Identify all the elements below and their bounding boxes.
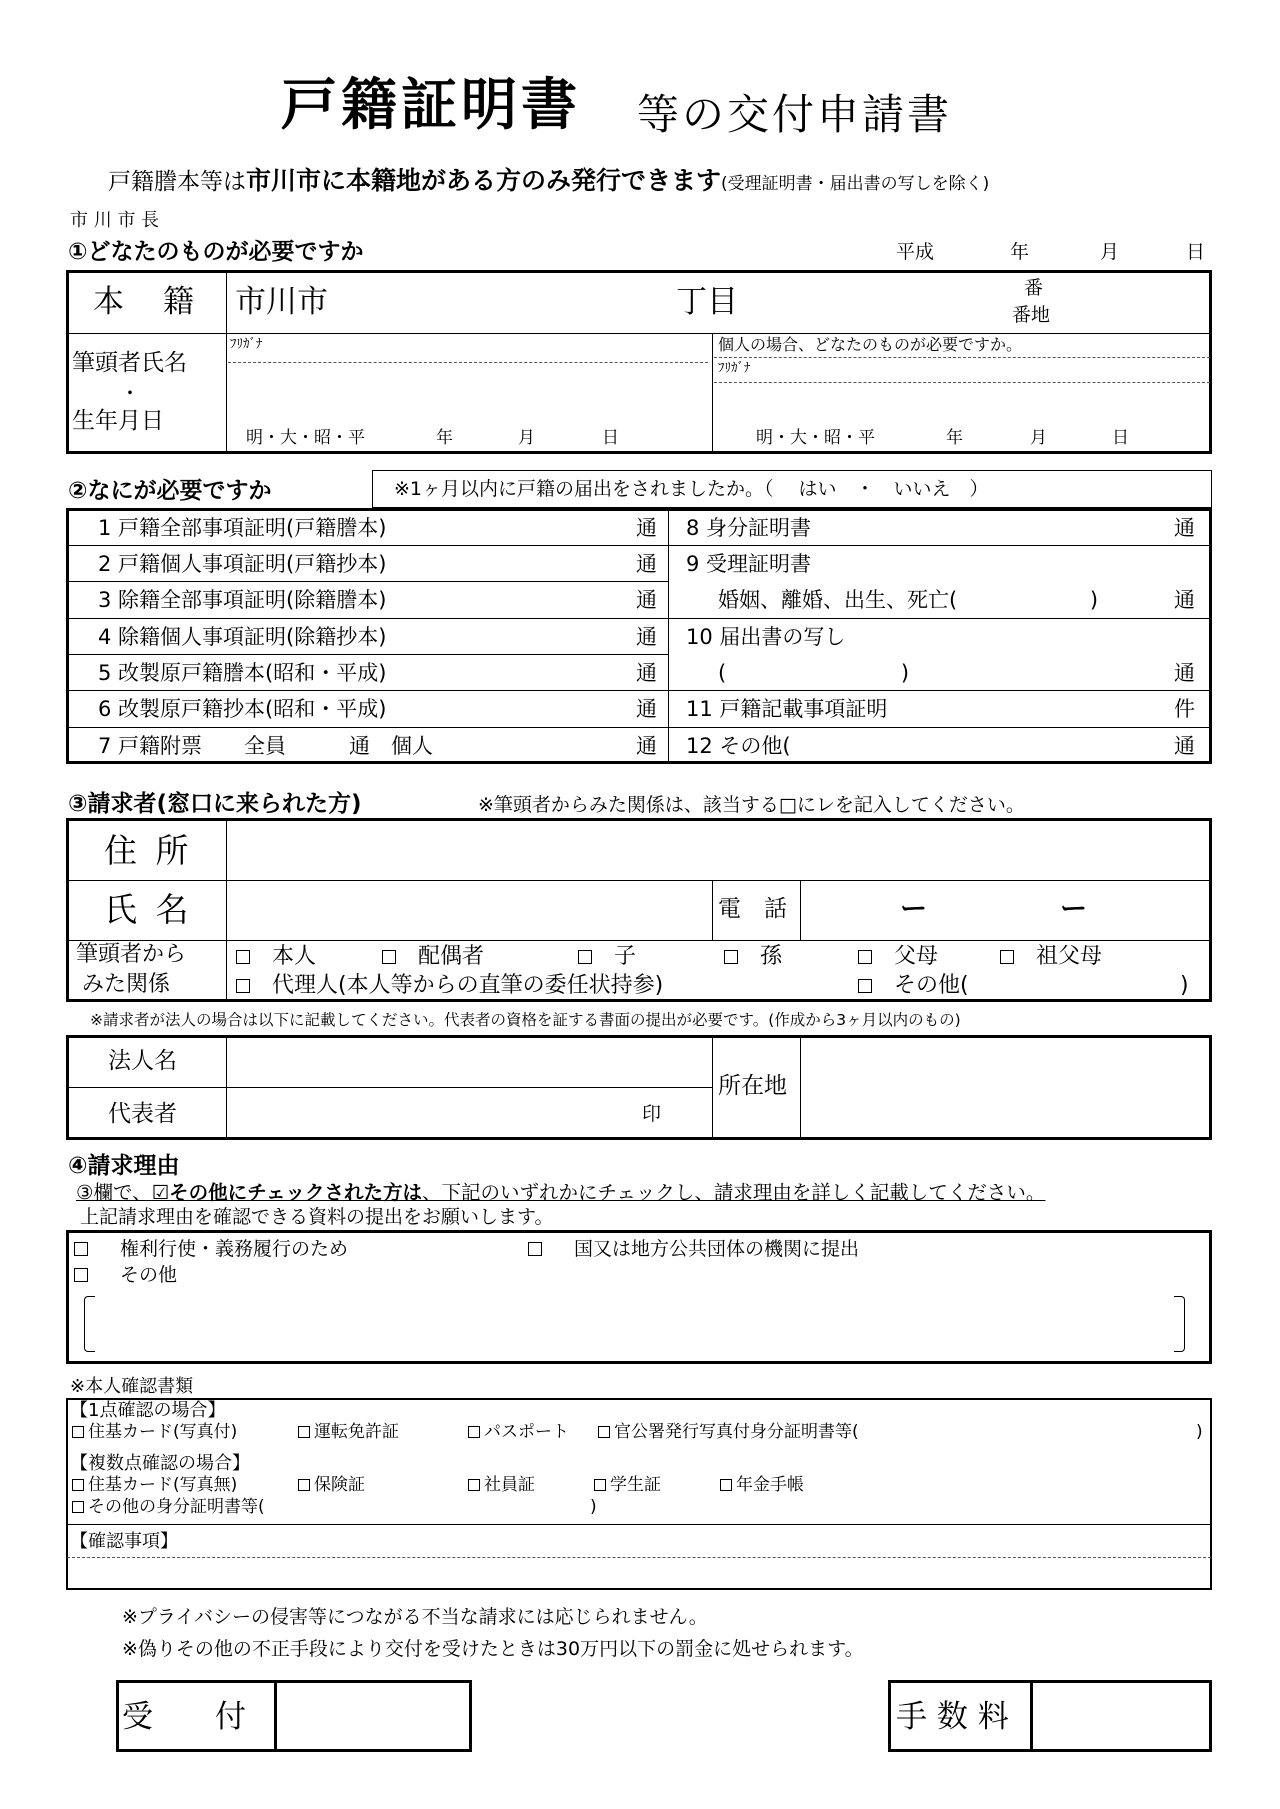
corp-name-input[interactable] (230, 1039, 708, 1085)
individual-year: 年 (946, 428, 963, 448)
relation-grandparents[interactable]: 祖父母 (1000, 946, 1102, 968)
item-11-unit: 件 (1174, 697, 1195, 721)
item-9-detail: 婚姻、離婚、出生、死亡( ) (718, 588, 1099, 612)
relation-other[interactable]: その他( (858, 975, 969, 997)
date-day: 日 (1186, 241, 1206, 263)
reception-label: 受 付 (122, 1699, 246, 1735)
checkbox[interactable] (236, 979, 250, 993)
section1-heading: ①どなたのものが必要ですか (68, 239, 364, 265)
id-juki-photo[interactable]: 住基カード(写真付) (72, 1424, 237, 1441)
id-student[interactable]: 学生証 (594, 1477, 661, 1494)
section3-heading: ③請求者(窓口に来られた方) (68, 791, 362, 817)
scope-notice-bold: 市川市に本籍地がある方のみ発行できます (246, 166, 722, 195)
item-4-unit: 通 (636, 625, 657, 649)
id-employee[interactable]: 社員証 (468, 1477, 535, 1494)
id-heading: ※本人確認書類 (70, 1376, 194, 1397)
birth-day: 日 (602, 428, 619, 448)
confirm-heading: 【確認事項】 (70, 1531, 178, 1552)
section4-instruction: ③欄で、☑その他にチェックされた方は、下記のいずれかにチェックし、請求理由を詳しく記載してください。 (76, 1181, 1046, 1204)
address-label: 住 所 (104, 831, 193, 870)
location-input[interactable] (804, 1039, 1208, 1137)
birth-label: 生年月日 (72, 408, 164, 434)
individual-month: 月 (1030, 428, 1047, 448)
checkbox[interactable] (382, 950, 396, 964)
honseki-input[interactable] (350, 274, 670, 330)
relation-label-2: みた関係 (82, 972, 171, 997)
section4-instruction-2: 上記請求理由を確認できる資料の提出をお願いします。 (80, 1206, 554, 1228)
form-title-main: 戸籍証明書 (281, 73, 581, 138)
birth-month: 月 (518, 428, 535, 448)
item-9: 9 受理証明書 (686, 552, 812, 576)
id-pension[interactable]: 年金手帳 (720, 1477, 804, 1494)
item-5-unit: 通 (636, 661, 657, 685)
corp-notice: ※請求者が法人の場合は以下に記載してください。代表者の資格を証する書面の提出が必要です。(作成から3ヶ月以内のもの) (90, 1011, 961, 1029)
address-input[interactable] (230, 822, 1208, 878)
item-3-unit: 通 (636, 588, 657, 612)
form-title-sub: 等の交付申請書 (637, 90, 953, 139)
item-4: 4 除籍個人事項証明(除籍抄本) (98, 625, 387, 649)
checkbox[interactable] (858, 979, 872, 993)
section4-heading: ④請求理由 (68, 1153, 180, 1179)
item-10: 10 届出書の写し (686, 625, 846, 649)
phone-input[interactable] (804, 884, 1208, 938)
honseki-chome: 丁目 (676, 284, 738, 320)
footer-note-2: ※偽りその他の不正手段により交付を受けたときは30万円以下の罰金に処せられます。 (122, 1638, 864, 1660)
hittosha-name-input[interactable] (230, 365, 706, 415)
reason-bracket-right (1174, 1296, 1185, 1352)
item-12-unit: 通 (1174, 734, 1195, 758)
fee-amount-area (1036, 1684, 1208, 1748)
relation-parents[interactable]: 父母 (858, 946, 938, 968)
checkbox[interactable] (1000, 950, 1014, 964)
item-3: 3 除籍全部事項証明(除籍謄本) (98, 588, 387, 612)
phone-dash-2: ー (1060, 894, 1087, 925)
reason-other[interactable]: その他 (74, 1266, 177, 1285)
item-8: 8 身分証明書 (686, 516, 812, 540)
reason-bracket-left (84, 1296, 95, 1352)
checkbox[interactable] (236, 950, 250, 964)
id-other-close: ) (590, 1497, 597, 1517)
relation-honnin[interactable]: 本人 (236, 946, 316, 968)
checkbox[interactable] (468, 1479, 480, 1491)
birth-eras: 明・大・昭・平 (246, 428, 365, 448)
id-single-heading: 【1点確認の場合】 (70, 1400, 226, 1421)
reason-government[interactable]: 国又は地方公共団体の機関に提出 (528, 1240, 859, 1259)
item-6-unit: 通 (636, 697, 657, 721)
footer-note-1: ※プライバシーの侵害等につながる不当な請求には応じられません。 (122, 1606, 708, 1628)
scope-notice-prefix: 戸籍謄本等は (108, 169, 246, 195)
id-official[interactable]: 官公署発行写真付身分証明書等( (598, 1424, 859, 1441)
id-other[interactable]: その他の身分証明書等( (72, 1499, 265, 1516)
checkbox[interactable] (74, 1268, 88, 1282)
phone-dash-1: ー (900, 894, 927, 925)
checkbox[interactable] (468, 1426, 480, 1438)
section2-notice: ※1ヶ月以内に戸籍の届出をされましたか。（ はい ・ いいえ ） (394, 478, 989, 500)
item-1-unit: 通 (636, 516, 657, 540)
date-year: 年 (1010, 241, 1030, 263)
relation-agent[interactable]: 代理人(本人等からの直筆の委任状持参) (236, 975, 663, 997)
honseki-ban: 番 (1024, 277, 1044, 299)
corp-name-label: 法人名 (108, 1048, 177, 1074)
relation-label-1: 筆頭者から (76, 942, 187, 967)
checkbox[interactable] (858, 950, 872, 964)
item-10-detail: ( ) (718, 661, 910, 685)
addressee: 市 川 市 長 (70, 210, 160, 231)
checkbox[interactable] (298, 1479, 310, 1491)
reason-rights[interactable]: 権利行使・義務履行のため (74, 1240, 348, 1259)
phone-label: 電 話 (718, 896, 787, 922)
scope-notice (108, 168, 989, 194)
item-2: 2 戸籍個人事項証明(戸籍抄本) (98, 552, 387, 576)
individual-eras: 明・大・昭・平 (756, 428, 875, 448)
representative-label: 代表者 (108, 1101, 177, 1127)
id-passport[interactable]: パスポート (468, 1424, 569, 1441)
honseki-banchi: 番地 (1012, 304, 1051, 326)
item-7-unit: 通 (636, 734, 657, 758)
checkbox[interactable] (578, 950, 592, 964)
name-input[interactable] (230, 884, 708, 938)
item-8-unit: 通 (1174, 516, 1195, 540)
representative-input[interactable] (230, 1091, 630, 1137)
relation-child[interactable]: 子 (578, 946, 636, 968)
item-11: 11 戸籍記載事項証明 (686, 697, 888, 721)
honseki-city: 市川市 (235, 284, 328, 320)
item-9-unit: 通 (1174, 588, 1195, 612)
checkbox[interactable] (598, 1426, 610, 1438)
checkbox[interactable] (72, 1479, 84, 1491)
fee-label: 手 数 料 (896, 1699, 1009, 1735)
confirm-input[interactable] (70, 1560, 1206, 1586)
date-month: 月 (1100, 241, 1120, 263)
item-5: 5 改製原戸籍謄本(昭和・平成) (98, 661, 387, 685)
reception-stamp-area (280, 1684, 468, 1748)
relation-other-close: ) (1180, 973, 1189, 998)
id-license[interactable]: 運転免許証 (298, 1424, 399, 1441)
reason-detail-input[interactable] (100, 1298, 1168, 1350)
relation-grandchild[interactable]: 孫 (724, 946, 782, 968)
honseki-label: 本 籍 (93, 284, 198, 320)
furigana-label: ﾌﾘｶﾞﾅ (230, 337, 263, 352)
item-1: 1 戸籍全部事項証明(戸籍謄本) (98, 516, 387, 540)
id-insurance[interactable]: 保険証 (298, 1477, 365, 1494)
checkbox[interactable] (720, 1479, 732, 1491)
seal-mark: 印 (642, 1103, 662, 1125)
checkbox[interactable] (724, 950, 738, 964)
date-era: 平成 (896, 241, 935, 263)
checkbox[interactable] (298, 1426, 310, 1438)
location-label: 所在地 (718, 1073, 787, 1099)
checkbox[interactable] (74, 1242, 88, 1256)
hittosha-dot: ・ (120, 381, 140, 405)
individual-question: 個人の場合、どなたのものが必要ですか。 (718, 335, 1023, 354)
item-2-unit: 通 (636, 552, 657, 576)
checkbox[interactable] (72, 1426, 84, 1438)
relation-spouse[interactable]: 配偶者 (382, 946, 484, 968)
individual-furigana: ﾌﾘｶﾞﾅ (718, 361, 751, 376)
id-multi-heading: 【複数点確認の場合】 (70, 1453, 250, 1474)
item-7: 7 戸籍附票 全員 通 個人 (98, 734, 434, 758)
item-6: 6 改製原戸籍抄本(昭和・平成) (98, 697, 387, 721)
section3-notice: ※筆頭者からみた関係は、該当する□にレを記入してください。 (478, 794, 1025, 816)
id-juki-nophoto[interactable]: 住基カード(写真無) (72, 1477, 237, 1494)
section2-heading: ②なにが必要ですか (68, 478, 272, 504)
scope-notice-suffix: (受理証明書・届出書の写しを除く) (721, 174, 990, 194)
individual-name-input[interactable] (716, 386, 1208, 422)
hittosha-label: 筆頭者氏名 (72, 350, 187, 376)
checkbox[interactable] (528, 1242, 542, 1256)
checkbox[interactable] (72, 1501, 84, 1513)
id-official-close: ) (1196, 1422, 1203, 1442)
checkbox[interactable] (594, 1479, 606, 1491)
individual-day: 日 (1112, 428, 1129, 448)
name-label: 氏 名 (104, 890, 193, 929)
birth-year: 年 (436, 428, 453, 448)
item-10-unit: 通 (1174, 661, 1195, 685)
item-12: 12 その他( (686, 734, 791, 758)
